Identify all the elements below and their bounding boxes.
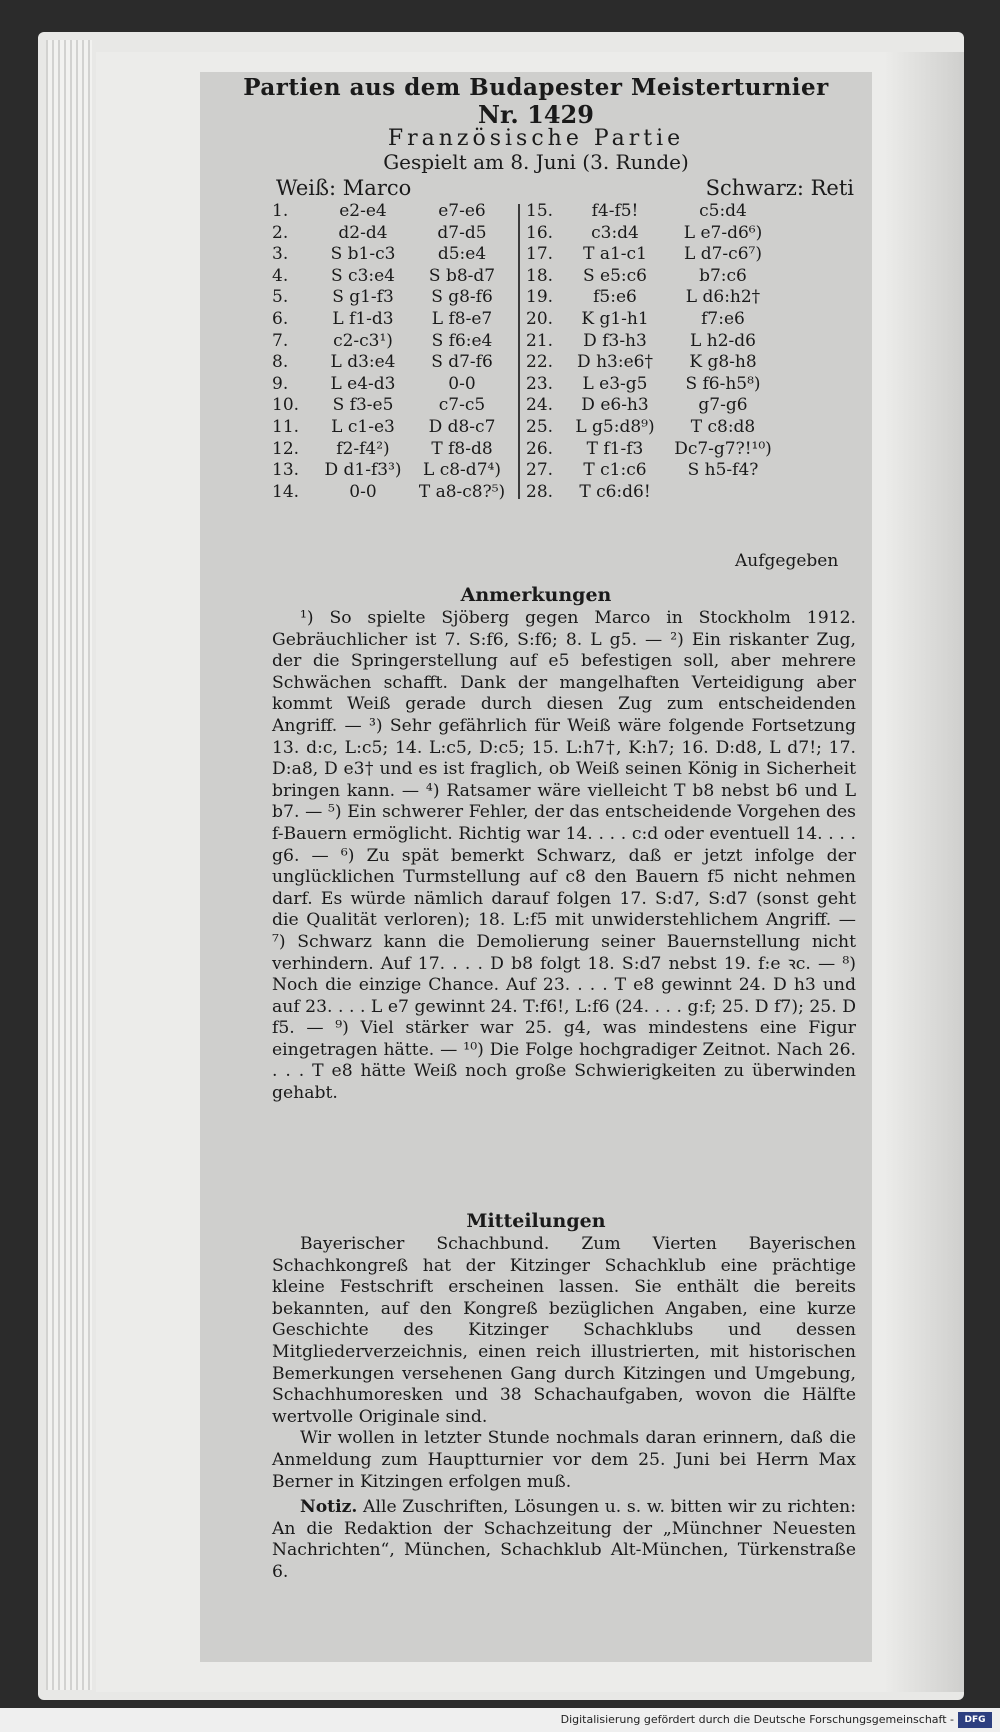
black-move: S f6-h5⁸) xyxy=(685,373,761,394)
move-number: 6. xyxy=(272,309,289,329)
move-number: 27. xyxy=(526,460,554,481)
dfg-logo: DFG xyxy=(958,1712,992,1728)
black-player: Schwarz: Reti xyxy=(705,176,854,200)
black-move: T c8:d8 xyxy=(690,417,756,437)
page-stack xyxy=(46,40,92,1690)
move-number: 3. xyxy=(272,244,289,265)
move-number: 28. xyxy=(526,481,554,502)
notice xyxy=(272,1497,856,1583)
footer-credit: Digitalisierung gefördert durch die Deutsche Forschungsgemeinschaft - xyxy=(560,1713,954,1726)
move-number: 4. xyxy=(272,265,289,286)
black-move: d5:e4 xyxy=(437,244,487,265)
black-move: L c8-d7⁴) xyxy=(423,460,501,481)
notes-body xyxy=(272,608,856,1105)
move-number: 5. xyxy=(272,287,289,308)
white-player: Weiß: Marco xyxy=(276,176,412,200)
black-move: L h2-d6 xyxy=(690,330,756,351)
move-number: 19. xyxy=(526,287,554,308)
white-move: S f3-e5 xyxy=(332,395,394,416)
move-number: 26. xyxy=(526,438,554,459)
move-number: 7. xyxy=(272,330,289,351)
white-move: T f1-f3 xyxy=(586,438,644,459)
white-move: K g1-h1 xyxy=(581,309,649,329)
white-move: S g1-f3 xyxy=(332,287,394,308)
black-move: c7-c5 xyxy=(438,395,486,416)
white-move: c3:d4 xyxy=(591,222,639,243)
black-move: L d7-c6⁷) xyxy=(684,244,762,265)
newspaper-clipping xyxy=(200,72,872,1662)
white-move: S e5:c6 xyxy=(583,265,647,286)
white-move: T a1-c1 xyxy=(583,244,647,265)
white-move: 0-0 xyxy=(349,481,377,502)
black-move: S b8-d7 xyxy=(428,265,496,286)
notice-text: Alle Zuschriften, Lösungen u. s. w. bitten wir zu richten: An die Redaktion der Schachzeitung der „Münchner Neuesten Nachrichten“, München, Schachklub Alt-München, Türkenstraße 6. xyxy=(272,1497,857,1582)
move-number: 22. xyxy=(526,352,554,373)
white-move: f2-f4²) xyxy=(336,438,390,459)
move-number: 11. xyxy=(272,417,300,437)
white-move: D d1-f3³) xyxy=(324,460,402,481)
black-move: d7-d5 xyxy=(437,222,487,243)
white-move: d2-d4 xyxy=(338,222,388,243)
opening-name: Französische Partie xyxy=(387,126,685,151)
black-move: c5:d4 xyxy=(699,201,747,221)
move-number: 8. xyxy=(272,352,289,373)
column-title: Partien aus dem Budapester Meisterturnier xyxy=(243,74,829,101)
move-number: 20. xyxy=(526,309,554,329)
black-move: S h5-f4? xyxy=(687,460,759,481)
black-move: S f6:e4 xyxy=(431,330,493,351)
white-move: S b1-c3 xyxy=(330,244,396,265)
black-move: g7-g6 xyxy=(698,395,748,416)
move-number: 16. xyxy=(526,222,554,243)
news-paragraph-2: Wir wollen in letzter Stunde nochmals daran erinnern, daß die Anmeldung zum Hauptturnier vor dem 25. Juni bei Herrn Max Berner in Kitzingen erfolgen muß. xyxy=(272,1428,856,1492)
white-move: L e4-d3 xyxy=(330,373,396,394)
black-move: S d7-f6 xyxy=(431,352,493,373)
move-number: 10. xyxy=(272,395,300,416)
white-move: D h3:e6† xyxy=(577,352,653,373)
black-move: b7:c6 xyxy=(699,265,747,286)
white-move: L f1-d3 xyxy=(332,309,394,329)
move-number: 18. xyxy=(526,265,554,286)
black-move: L d6:h2† xyxy=(685,287,761,308)
black-move: T f8-d8 xyxy=(431,438,493,459)
black-move: 0-0 xyxy=(448,373,476,394)
move-number: 12. xyxy=(272,438,300,459)
move-number: 2. xyxy=(272,222,289,243)
move-number: 24. xyxy=(526,395,554,416)
played-date: Gespielt am 8. Juni (3. Runde) xyxy=(383,150,689,174)
white-move: D e6-h3 xyxy=(581,395,649,416)
move-number: 23. xyxy=(526,373,554,394)
white-move: f5:e6 xyxy=(593,287,637,308)
notes-text: ¹) So spielte Sjöberg gegen Marco in Stockholm 1912. Gebräuchlicher ist 7. S:f6, S:f6; 8. L g5. — ²) Ein riskanter Zug, der die Springerstellung auf e5 befestigen soll, aber mehrere Schwächen schafft. Dank der mangelhaften Verteidigung aber kommt Weiß gerade durch diesen Zug zum entscheidenden Angriff. — ³) Sehr gefährlich für Weiß wäre folgende Fortsetzung 13. d:c, L:c5; 14. L:c5, D:c5; 15. L:h7†, K:h7; 16. D:d8, L d7!; 17. D:a8, D e3† und es ist fraglich, ob Weiß seinen König in Sicherheit bringen kann. — ⁴) Ratsamer wäre vielleicht T b8 nebst b6 und L b7. — ⁵) Ein schwerer Fehler, der das entscheidende Vorgehen des f-Bauern ermöglicht. Richtig war 14. . . . c:d oder eventuell 14. . . . g6. — ⁶) Zu spät bemerkt Schwarz, daß er jetzt infolge der unglücklichen Turmstellung auf c8 den Bauern f5 nicht nehmen darf. Es würde nämlich darauf folgen 17. S:d7, S:d7 (sonst geht die Qualität verloren); 18. L:f5 mit unwiderstehlichem Angriff. — ⁷) Schwarz kann die Demolierung seiner Bauernstellung nicht verhindern. Auf 17. . . . D b8 folgt 18. S:d7 nebst 19. f:e ꝛc. — ⁸) Noch die einzige Chance. Auf 23. . . . T e8 gewinnt 24. D h3 und auf 23. . . . L e7 gewinnt 24. T:f6!, L:f6 (24. . . . g:f; 25. D f7); 25. D f5. — ⁹) Viel stärker war 25. g4, was mindestens eine Figur eingetragen hätte. — ¹⁰) Die Folge hochgradiger Zeitnot. Nach 26. . . . T e8 hätte Weiß noch große Schwierigkeiten zu überwinden gehabt. xyxy=(272,608,856,1104)
white-move: T c6:d6! xyxy=(579,481,651,502)
page-curl xyxy=(884,52,964,1692)
news-paragraph-1: Bayerischer Schachbund. Zum Vierten Bayerischen Schachkongreß hat der Kitzinger Schachklub eine prächtige kleine Festschrift erscheinen lassen. Sie enthält die bereits bekannten, auf den Kongreß bezüglichen Angaben, eine kurze Geschichte des Kitzinger Schachklubs und dessen Mitgliederverzeichnis, einen reich illustrierten, mit historischen Bemerkungen versehenen Gang durch Kitzingen und Umgebung, Schachhumoresken und 38 Schachaufgaben, wovon die Hälfte wertvolle Originale sind. xyxy=(272,1234,856,1427)
news-body xyxy=(272,1234,856,1584)
news-heading: Mitteilungen xyxy=(466,1210,606,1232)
white-move: T c1:c6 xyxy=(583,460,647,481)
white-move: L c1-e3 xyxy=(331,417,395,437)
black-move: L f8-e7 xyxy=(431,309,493,329)
black-move: L e7-d6⁶) xyxy=(683,222,763,243)
black-move: Dc7-g7?!¹⁰) xyxy=(674,438,772,459)
notice-label: Notiz. xyxy=(300,1497,358,1518)
move-number: 17. xyxy=(526,244,554,265)
resigned-label: Aufgegeben xyxy=(735,551,839,571)
move-number: 21. xyxy=(526,330,554,351)
white-move: D f3-h3 xyxy=(583,330,647,351)
move-number: 15. xyxy=(526,201,554,221)
black-move: S g8-f6 xyxy=(431,287,493,308)
move-number: 1. xyxy=(272,201,289,221)
move-number: 9. xyxy=(272,373,289,394)
white-move: S c3:e4 xyxy=(331,265,395,286)
footer-bar xyxy=(0,1708,1000,1732)
white-move: L e3-g5 xyxy=(582,373,648,394)
move-divider xyxy=(518,204,520,499)
black-move: e7-e6 xyxy=(438,201,486,221)
white-move: L g5:d8⁹) xyxy=(575,417,655,437)
move-number: 13. xyxy=(272,460,300,481)
white-move: e2-e4 xyxy=(339,201,387,221)
white-move: L d3:e4 xyxy=(330,352,396,373)
move-number: 14. xyxy=(272,481,300,502)
black-move: D d8-c7 xyxy=(428,417,496,437)
notes-heading: Anmerkungen xyxy=(460,584,612,606)
black-move: K g8-h8 xyxy=(689,352,757,373)
black-move: f7:e6 xyxy=(701,309,745,329)
move-number: 25. xyxy=(526,417,554,437)
white-move: f4-f5! xyxy=(591,201,639,221)
black-move: T a8-c8?⁵) xyxy=(418,481,506,502)
white-move: c2-c3¹) xyxy=(333,330,393,351)
game-number: Nr. 1429 xyxy=(478,100,594,129)
